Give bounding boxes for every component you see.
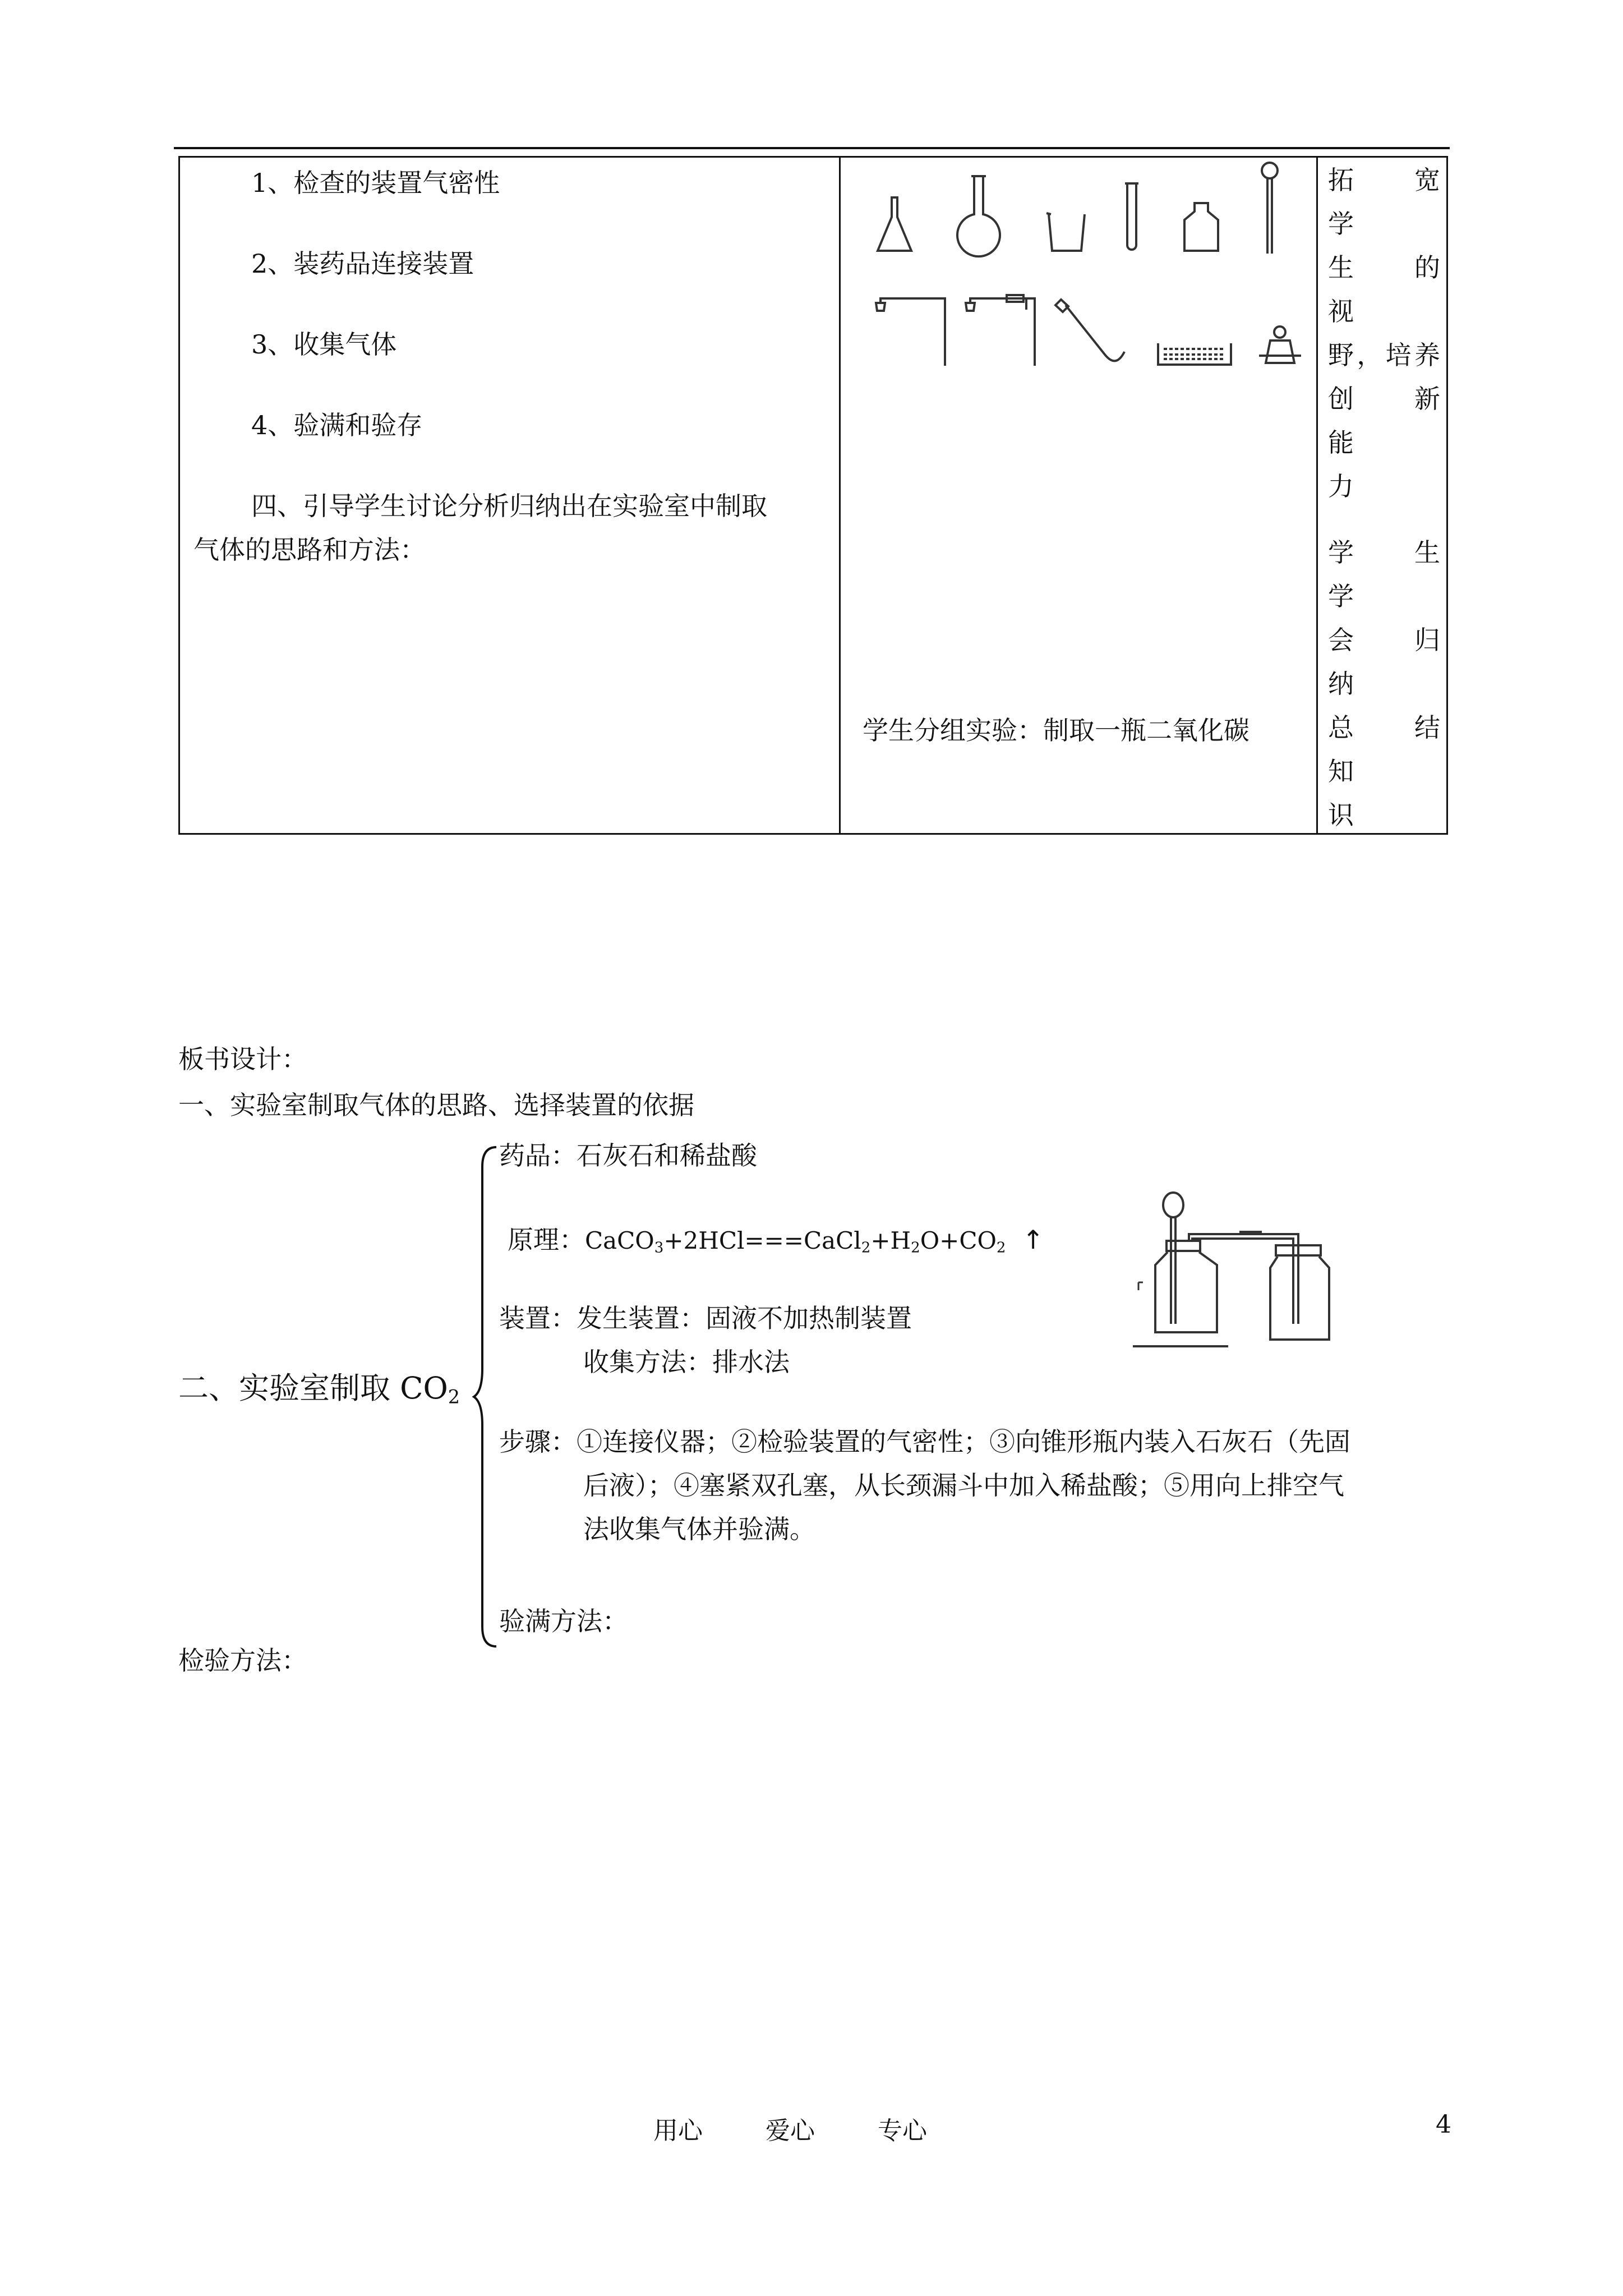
header-rule <box>174 147 1450 149</box>
steps-line-2: 后液）；④塞紧双孔塞，从长颈漏斗中加入稀盐酸；⑤用向上排空气 <box>583 1470 1344 1501</box>
purpose-1-line: 力 <box>1328 471 1354 501</box>
board-heading: 板书设计： <box>178 1044 307 1074</box>
bent-tube-1-icon <box>876 298 945 366</box>
step-1: 1、检查的装置气密性 <box>251 168 500 198</box>
funnel-icon <box>1163 1193 1183 1324</box>
gas-arrow: ↑ <box>1022 1225 1044 1255</box>
collect-line: 收集方法：排水法 <box>583 1347 790 1377</box>
round-flask-icon <box>957 176 1000 256</box>
purpose-1-line: 创 新 能 <box>1328 384 1466 458</box>
drugs-line: 药品：石灰石和稀盐酸 <box>499 1140 757 1171</box>
section4-line2: 气体的思路和方法： <box>193 535 426 565</box>
table-divider-2 <box>1316 156 1318 835</box>
principle-line: 原理：$CaCO_3+2HCl===CaCl_2+H_2O+CO_2$ ↑ <box>508 1225 1044 1257</box>
steps-line-1: 步骤：①连接仪器；②检验装置的气密性；③向锥形瓶内装入石灰石（先固 <box>499 1427 1350 1457</box>
purpose-1-line: 野，培养 <box>1328 340 1440 370</box>
section4-line1: 四、引导学生讨论分析归纳出在实验室中制取 <box>251 491 767 521</box>
generator-bottle-icon <box>1133 1241 1228 1346</box>
gas-jar-icon <box>1184 203 1218 251</box>
glassware-illustration <box>841 158 1312 383</box>
full-method-line: 验满方法： <box>499 1606 628 1636</box>
step-2: 2、装药品连接装置 <box>251 249 474 279</box>
purpose-1-line: 生 的 视 <box>1328 252 1466 326</box>
small-mark-icon <box>1138 1282 1143 1290</box>
stopper-icon <box>1259 326 1301 363</box>
co2-apparatus-illustration <box>1127 1189 1363 1352</box>
board-section-2: 二、实验室制取 $CO_2$ <box>178 1370 460 1408</box>
collection-bottle-icon <box>1270 1245 1329 1340</box>
purpose-column <box>1328 158 1466 837</box>
footer-word-2: 爱心 <box>766 2116 815 2145</box>
step-3: 3、收集气体 <box>251 329 397 360</box>
beaker-icon <box>1046 213 1085 251</box>
purpose-2-line: 总 结 知 <box>1328 712 1466 786</box>
steps-line-3: 法收集气体并验满。 <box>583 1514 815 1544</box>
board-section-1: 一、实验室制取气体的思路、选择装置的依据 <box>178 1090 694 1120</box>
long-neck-funnel-icon <box>1262 163 1278 254</box>
test-method-line: 检验方法： <box>178 1645 307 1676</box>
device-line: 装置：发生装置：固液不加热制装置 <box>499 1303 912 1333</box>
group-experiment-text: 学生分组实验：制取一瓶二氧化碳 <box>863 715 1249 746</box>
footer-word-3: 专心 <box>878 2116 927 2145</box>
conical-flask-icon <box>878 197 911 251</box>
purpose-1-line: 拓 宽 学 <box>1328 165 1466 239</box>
purpose-2-line: 学 生 学 <box>1328 537 1466 611</box>
page-number: 4 <box>1436 2110 1451 2139</box>
curly-brace <box>471 1144 499 1649</box>
hook-tube-icon <box>1055 300 1124 361</box>
purpose-2-line: 会 归 纳 <box>1328 625 1466 699</box>
test-tube-icon <box>1125 183 1138 250</box>
bent-tube-2-icon <box>966 295 1035 366</box>
footer-word-1: 用心 <box>653 2116 703 2145</box>
purpose-2-line: 识 <box>1328 800 1354 830</box>
table-divider-1 <box>839 156 841 835</box>
sink-trough-icon <box>1158 343 1231 365</box>
step-4: 4、验满和验存 <box>251 410 423 440</box>
